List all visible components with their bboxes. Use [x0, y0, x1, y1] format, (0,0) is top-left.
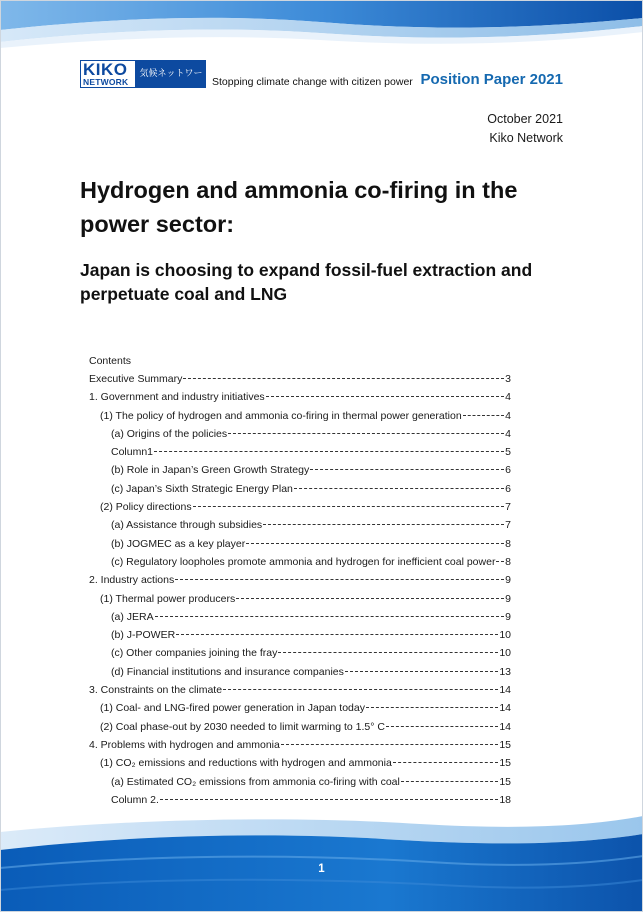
toc-entry-title: Column 2. — [111, 793, 159, 806]
logo-mark — [80, 60, 136, 88]
toc-heading: Contents — [89, 355, 132, 367]
toc-entry[interactable] — [89, 498, 511, 516]
toc-leader-dots — [401, 781, 498, 782]
toc-entry-title: 4. Problems with hydrogen and ammonia — [89, 738, 280, 751]
toc-entry[interactable] — [89, 535, 511, 553]
toc-entry[interactable] — [89, 773, 511, 791]
toc-entry[interactable] — [89, 461, 511, 479]
toc-entry[interactable] — [89, 553, 511, 571]
toc-entry-page: 4 — [505, 427, 511, 440]
header-wave-graphic — [0, 0, 643, 60]
toc-entry-page: 18 — [499, 793, 511, 806]
toc-entry-page: 7 — [505, 519, 511, 532]
toc-entry-page: 14 — [499, 720, 511, 733]
toc-entry-page: 8 — [505, 555, 511, 568]
toc-entry-page: 14 — [499, 684, 511, 697]
tagline: Stopping climate change with citizen power — [212, 76, 413, 88]
toc-entry-title: 3. Constraints on the climate — [89, 684, 223, 697]
toc-entry-page: 3 — [505, 373, 511, 385]
toc-leader-dots — [266, 396, 504, 397]
toc-entry[interactable] — [89, 407, 511, 425]
toc-entry-page: 6 — [505, 464, 511, 477]
toc-entry-page: 15 — [499, 775, 511, 788]
toc-entry-page: 15 — [499, 738, 511, 751]
toc-entry-title: (1) The policy of hydrogen and ammonia co-firing in thermal power generation — [100, 409, 462, 422]
kiko-network-logo — [80, 60, 206, 107]
toc-leader-dots — [176, 634, 498, 635]
toc-entry-title: Column1 — [111, 446, 154, 459]
toc-entry[interactable] — [89, 699, 511, 717]
toc-entry[interactable] — [89, 425, 511, 443]
toc-entry-title: Executive Summary — [89, 373, 183, 385]
toc-leader-dots — [154, 451, 504, 452]
document-title: Hydrogen and ammonia co-firing in the power sector: — [80, 177, 518, 237]
toc-entry-page: 13 — [499, 665, 511, 678]
toc-entry-title: (a) Origins of the policies — [111, 427, 228, 440]
toc-entry[interactable] — [89, 718, 511, 736]
toc-entry[interactable] — [89, 663, 511, 681]
logo-japanese-text: 気候ネットワーク — [136, 60, 206, 88]
toc-entry[interactable] — [89, 571, 511, 589]
toc-leader-dots — [310, 469, 504, 470]
toc-entry-page: 4 — [505, 391, 511, 404]
toc-entry-title: (d) Financial institutions and insurance companies — [111, 665, 344, 678]
toc-leader-dots — [278, 652, 498, 653]
toc-leader-dots — [345, 671, 498, 672]
toc-leader-dots — [263, 524, 504, 525]
toc-entry-page: 4 — [505, 409, 511, 422]
toc-leader-dots — [496, 561, 504, 562]
toc-entry-page: 9 — [505, 574, 511, 587]
toc-leader-dots — [386, 726, 498, 727]
logo-network-text: NETWORK — [83, 77, 129, 87]
toc-entry[interactable] — [89, 516, 511, 534]
toc-entry-title: 1. Government and industry initiatives — [89, 391, 265, 404]
toc-list — [89, 370, 511, 809]
organization-name: Kiko Network — [489, 131, 563, 145]
toc-leader-dots — [294, 488, 504, 489]
document-subtitle: Japan is choosing to expand fossil-fuel extraction and perpetuate coal and LNG — [80, 260, 533, 304]
toc-entry[interactable] — [89, 590, 511, 608]
toc-leader-dots — [281, 744, 498, 745]
toc-entry-title: (c) Other companies joining the fray — [111, 647, 278, 660]
toc-entry-title: (1) Thermal power producers — [100, 592, 236, 605]
toc-entry-page: 9 — [505, 610, 511, 623]
publication-date: October 2021 — [487, 112, 563, 126]
toc-entry-title: (1) CO₂ emissions and reductions with hydrogen and ammonia — [100, 757, 392, 770]
page-number: 1 — [318, 863, 325, 875]
toc-entry-title: (2) Policy directions — [100, 501, 192, 514]
logo-kiko-text: KIKO — [83, 60, 128, 79]
toc-entry[interactable] — [89, 791, 511, 809]
toc-leader-dots — [160, 799, 498, 800]
toc-entry-title: (b) J-POWER — [111, 629, 176, 642]
toc-entry[interactable] — [89, 644, 511, 662]
toc-entry-title: (b) Role in Japan’s Green Growth Strategy — [111, 464, 310, 477]
toc-entry-page: 10 — [499, 647, 511, 660]
toc-leader-dots — [183, 378, 504, 379]
toc-entry-title: (a) Assistance through subsidies — [111, 519, 263, 532]
toc-entry-title: (c) Japan’s Sixth Strategic Energy Plan — [111, 482, 293, 495]
toc-entry-title: (a) JERA — [111, 610, 154, 623]
toc-entry-page: 7 — [505, 501, 511, 514]
toc-entry[interactable] — [89, 480, 511, 498]
toc-entry[interactable] — [89, 681, 511, 699]
toc-entry-page: 6 — [505, 482, 511, 495]
toc-entry-title: 2. Industry actions — [89, 574, 175, 587]
toc-entry-page: 8 — [505, 537, 511, 550]
toc-leader-dots — [193, 506, 505, 507]
position-paper-label: Position Paper 2021 — [420, 71, 563, 88]
toc-entry[interactable] — [89, 443, 511, 461]
toc-entry-page: 15 — [499, 757, 511, 770]
toc-leader-dots — [155, 616, 505, 617]
toc-leader-dots — [228, 433, 504, 434]
toc-entry-title: (c) Regulatory loopholes promote ammonia and hydrogen for inefficient coal power — [111, 555, 496, 568]
toc-entry-title: (a) Estimated CO₂ emissions from ammonia co-firing with coal — [111, 775, 400, 788]
toc-entry[interactable] — [89, 608, 511, 626]
toc-leader-dots — [236, 598, 504, 599]
toc-entry[interactable] — [89, 370, 511, 388]
toc-leader-dots — [393, 762, 499, 763]
toc-leader-dots — [223, 689, 498, 690]
table-of-contents — [89, 352, 511, 809]
toc-entry-title: (2) Coal phase-out by 2030 needed to limit warming to 1.5° C — [100, 720, 385, 733]
toc-leader-dots — [246, 543, 504, 544]
toc-leader-dots — [175, 579, 504, 580]
toc-entry-page: 5 — [505, 446, 511, 459]
toc-entry[interactable] — [89, 754, 511, 772]
toc-entry-page: 9 — [505, 592, 511, 605]
toc-leader-dots — [366, 707, 498, 708]
toc-entry[interactable] — [89, 388, 511, 406]
toc-entry[interactable] — [89, 626, 511, 644]
toc-leader-dots — [463, 415, 504, 416]
toc-entry-page: 14 — [499, 702, 511, 715]
toc-entry-title: (1) Coal- and LNG-fired power generation in Japan today — [100, 702, 365, 715]
toc-entry-title: (b) JOGMEC as a key player — [111, 537, 246, 550]
footer-wave-graphic — [0, 810, 643, 912]
toc-entry[interactable] — [89, 736, 511, 754]
toc-entry-page: 10 — [499, 629, 511, 642]
